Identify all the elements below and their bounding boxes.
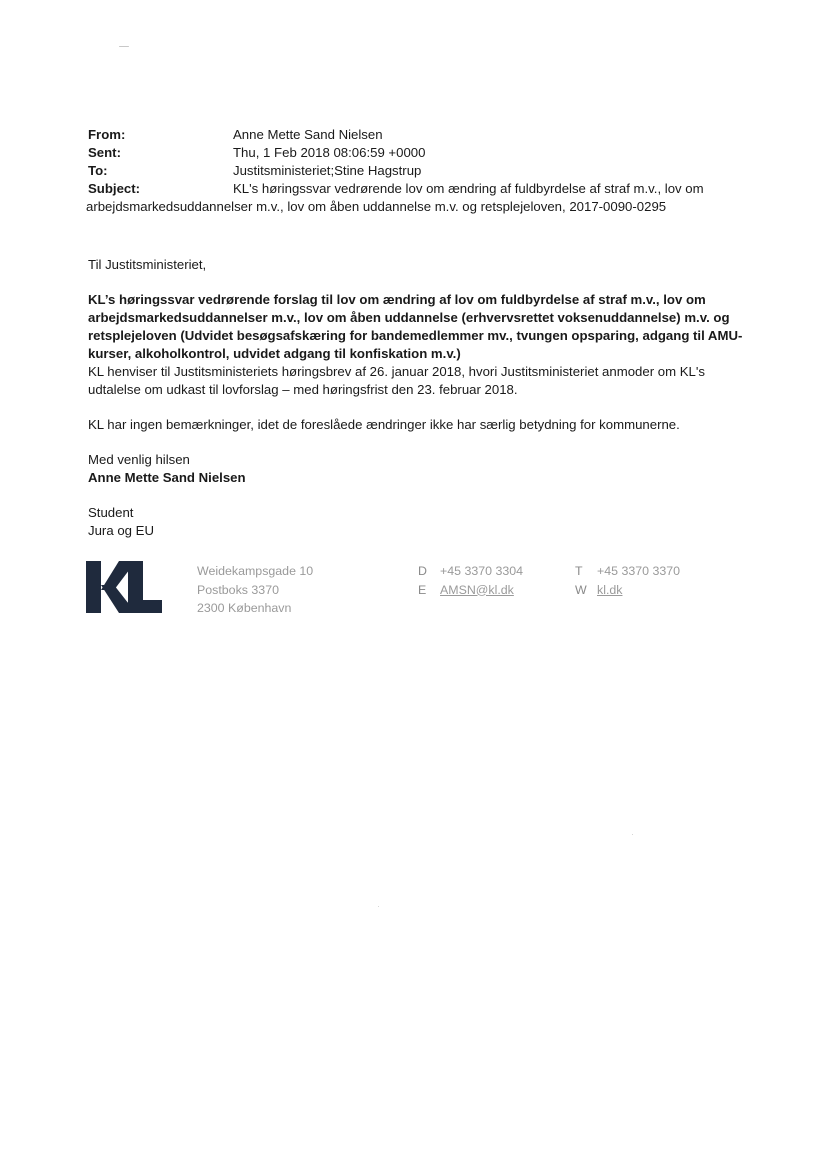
- greeting: Til Justitsministeriet,: [88, 257, 207, 272]
- to-label: To:: [88, 163, 108, 178]
- from-row: [88, 126, 748, 144]
- from-label: From:: [88, 127, 126, 142]
- website-label: W: [575, 582, 587, 597]
- title-line: Jura og EU: [88, 523, 154, 538]
- intro-line: udtalelse om udkast til lovforslag – med høringsfrist den 23. februar 2018.: [88, 382, 518, 397]
- heading-line: retsplejeloven (Udvidet besøgsafskæring for bandemedlemmer mv., tvungen opsparing, adgang til AMU-: [88, 328, 743, 343]
- direct-contact-block: [418, 562, 523, 599]
- closing: Med venlig hilsen: [88, 452, 190, 467]
- subject-value: KL's høringssvar vedrørende lov om ændring af fuldbyrdelse af straf m.v., lov om: [233, 181, 704, 196]
- main-contact-block: [575, 562, 680, 599]
- main-phone-value: +45 3370 3370: [597, 564, 681, 578]
- website-link[interactable]: kl.dk: [597, 582, 623, 597]
- sent-label: Sent:: [88, 145, 121, 160]
- email-label: E: [418, 582, 427, 597]
- direct-phone-label: D: [418, 564, 427, 578]
- sent-row: [88, 144, 748, 162]
- main-phone-label: T: [575, 564, 583, 578]
- address-line: Weidekampsgade 10: [197, 564, 314, 578]
- address-line: 2300 København: [197, 601, 292, 615]
- scan-speck: [119, 46, 129, 47]
- heading-line: KL’s høringssvar vedrørende forslag til lov om ændring af lov om fuldbyrdelse af straf m.v., lov om: [88, 292, 706, 307]
- letter-body: [88, 256, 748, 540]
- scan-speck: [632, 834, 633, 835]
- heading-line: arbejdsmarkedsuddannelser m.v., lov om åben uddannelse (erhvervsrettet voksenuddannelse) m.v. og: [88, 310, 730, 325]
- main-phone-row: [575, 562, 680, 581]
- from-value: Anne Mette Sand Nielsen: [233, 127, 383, 142]
- direct-phone-value: +45 3370 3304: [440, 564, 524, 578]
- to-value: Justitsministeriet;Stine Hagstrup: [233, 163, 422, 178]
- to-row: [88, 162, 748, 180]
- kl-logo: [86, 561, 166, 617]
- address-line: Postboks 3370: [197, 582, 279, 597]
- intro-line: KL henviser til Justitsministeriets høringsbrev af 26. januar 2018, hvori Justitsministeriet anmoder om KL's: [88, 364, 705, 379]
- website-row: [575, 581, 680, 600]
- signature-name: Anne Mette Sand Nielsen: [88, 470, 246, 485]
- intro-paragraph: [88, 363, 748, 399]
- consultation-heading: [88, 291, 748, 363]
- scan-speck: [378, 906, 379, 907]
- subject-row: [88, 180, 748, 198]
- sent-value: Thu, 1 Feb 2018 08:06:59 +0000: [233, 145, 426, 160]
- email-row: [418, 581, 523, 600]
- direct-phone-row: [418, 562, 523, 581]
- statement: KL har ingen bemærkninger, idet de foreslåede ændringer ikke har særlig betydning for kommunerne.: [88, 417, 680, 432]
- heading-line: kurser, alkoholkontrol, udvidet adgang til konfiskation m.v.): [88, 346, 461, 361]
- subject-label: Subject:: [88, 181, 141, 196]
- email-link[interactable]: AMSN@kl.dk: [440, 582, 514, 597]
- address-block: [197, 562, 313, 618]
- subject-continuation: arbejdsmarkedsuddannelser m.v., lov om åben uddannelse m.v. og retsplejeloven, 2017-0090-0295: [86, 199, 667, 214]
- title-line: Student: [88, 505, 134, 520]
- email-header: [88, 126, 748, 216]
